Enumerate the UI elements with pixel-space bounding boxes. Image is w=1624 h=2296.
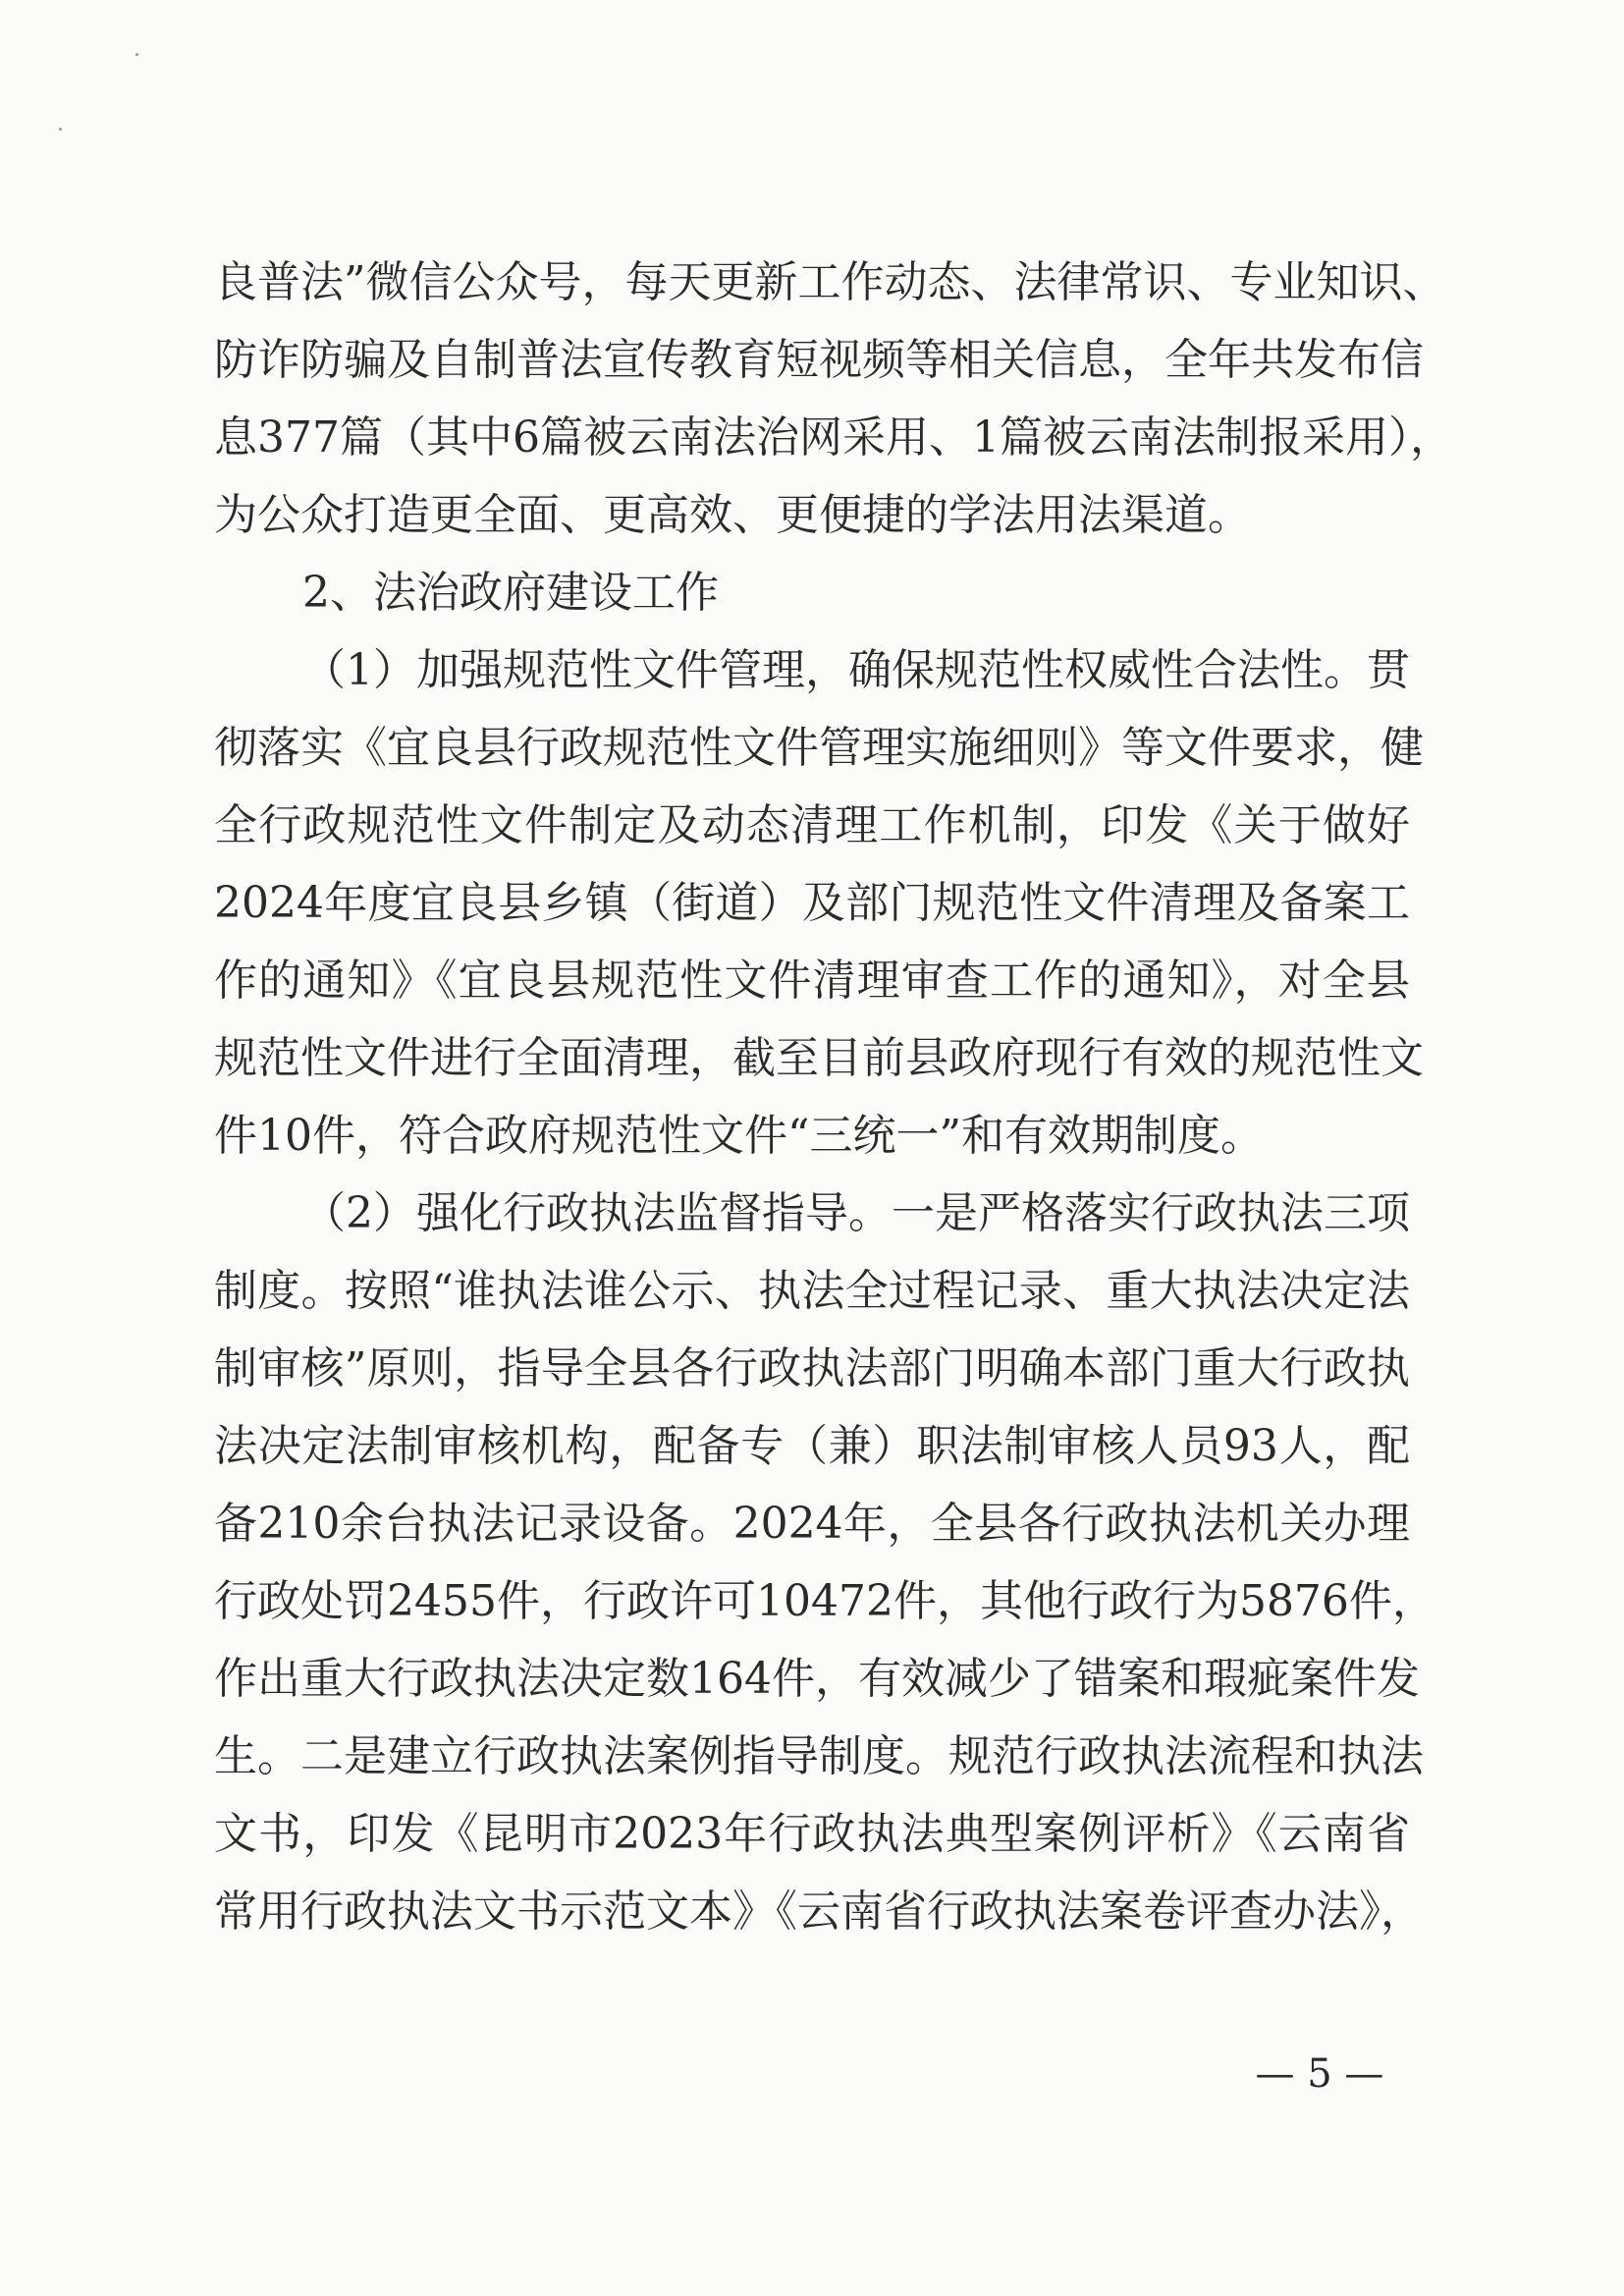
text-line-16: 法决定法制审核机构，配备专（兼）职法制审核人员93人，配: [214, 1421, 1410, 1471]
text-line-6: （1）加强规范性文件管理，确保规范性权威性合法性。贯: [302, 645, 1410, 695]
text-line-13: （2）强化行政执法监督指导。一是严格落实行政执法三项: [302, 1188, 1410, 1238]
page-number: — 5 —: [1255, 2051, 1384, 2097]
text-line-20: 生。二是建立行政执法案例指导制度。规范行政执法流程和执法: [214, 1731, 1424, 1781]
text-line-4: 为公众打造更全面、更高效、更便捷的学法用法渠道。: [214, 490, 1251, 540]
text-line-1: 良普法”微信公众号，每天更新工作动态、法律常识、专业知识、: [214, 257, 1446, 307]
text-line-3: 息377篇（其中6篇被云南法治网采用、1篇被云南法制报采用），: [214, 412, 1453, 463]
text-line-12: 件10件，符合政府规范性文件“三统一”和有效期制度。: [214, 1111, 1264, 1161]
text-line-18: 行政处罚2455件，行政许可10472件，其他行政行为5876件，: [214, 1576, 1435, 1626]
text-line-19: 作出重大行政执法决定数164件，有效减少了错案和瑕疵案件发: [214, 1654, 1420, 1704]
text-line-15: 制审核”原则，指导全县各行政执法部门明确本部门重大行政执: [214, 1343, 1410, 1394]
text-line-21: 文书，印发《昆明市2023年行政执法典型案例评析》《云南省: [214, 1809, 1410, 1859]
text-line-7: 彻落实《宜良县行政规范性文件管理实施细则》等文件要求，健: [214, 723, 1424, 773]
text-line-17: 备210余台执法记录设备。2024年，全县各行政执法机关办理: [214, 1499, 1410, 1549]
text-line-8: 全行政规范性文件制定及动态清理工作机制，印发《关于做好: [214, 800, 1410, 850]
text-line-10: 作的通知》《宜良县规范性文件清理审查工作的通知》，对全县: [214, 956, 1410, 1006]
text-line-14: 制度。按照“谁执法谁公示、执法全过程记录、重大执法决定法: [214, 1266, 1410, 1316]
text-line-22: 常用行政执法文书示范文本》《云南省行政执法案卷评查办法》，: [214, 1886, 1424, 1937]
text-line-11: 规范性文件进行全面清理，截至目前县政府现行有效的规范性文: [214, 1033, 1424, 1083]
text-line-9: 2024年度宜良县乡镇（街道）及部门规范性文件清理及备案工: [214, 878, 1410, 928]
text-line-2: 防诈防骗及自制普法宣传教育短视频等相关信息，全年共发布信: [214, 335, 1424, 385]
scan-speck: [59, 128, 62, 131]
section-heading: 2、法治政府建设工作: [302, 568, 719, 618]
scan-speck: [135, 53, 138, 56]
